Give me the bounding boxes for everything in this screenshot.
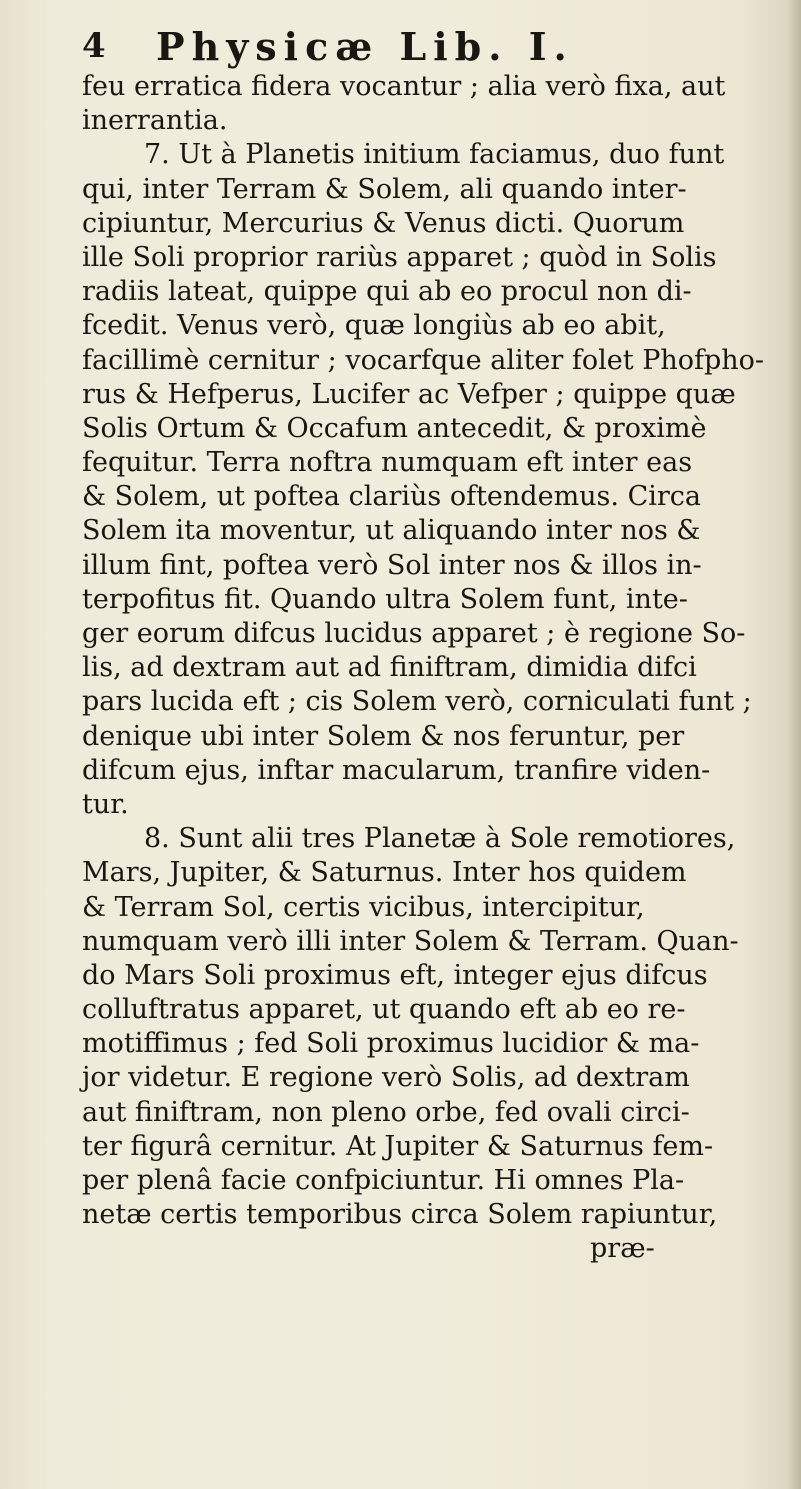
text-line: & Terram Sol, certis vicibus, intercipitur, (82, 891, 645, 923)
text-line: facillimè cernitur ; vocarfque aliter folet Phofpho- (82, 344, 765, 376)
text-line: & Solem, ut poftea clariùs oftendemus. Circa (82, 481, 701, 513)
text-line: motiffimus ; fed Soli proximus lucidior & ma- (82, 1028, 700, 1060)
text-line: per plenâ facie confpiciuntur. Hi omnes Pla- (82, 1165, 685, 1196)
catchword: præ- (590, 1233, 655, 1265)
body-text (28, 70, 788, 1267)
text-line: jor videtur. E regione verò Solis, ad dextram (82, 1062, 690, 1094)
text-line: feu erratica fidera vocantur ; alia verò fixa, aut (82, 71, 726, 102)
text-line: denique ubi inter Solem & nos feruntur, per (82, 720, 685, 752)
text-line: difcum ejus, inftar macularum, tranfire viden- (82, 754, 711, 786)
text-line: terpofitus fit. Quando ultra Solem funt, inte- (82, 583, 688, 615)
paragraph-start-line: 8. Sunt alii tres Planetæ à Sole remotiores, (144, 823, 736, 855)
page-edge-shadow (787, 0, 801, 1489)
text-line: cipiuntur, Mercurius & Venus dicti. Quorum (82, 207, 685, 239)
text-line: illum fint, poftea verò Sol inter nos & illos in- (82, 549, 702, 581)
text-line: aut finiftram, non pleno orbe, fed ovali circi- (82, 1096, 690, 1128)
text-line: fcedit. Venus verò, quæ longiùs ab eo abit, (82, 310, 666, 342)
page-header (82, 24, 702, 72)
text-line: netæ certis temporibus circa Solem rapiuntur, (82, 1199, 718, 1231)
text-line: numquam verò illi inter Solem & Terram. Quan- (82, 925, 739, 957)
text-line: pars lucida eft ; cis Solem verò, corniculati funt ; (82, 686, 752, 718)
text-line: qui, inter Terram & Solem, ali quando inter- (82, 173, 687, 205)
text-line: Solis Ortum & Occafum antecedit, & proximè (82, 412, 707, 444)
text-line: Mars, Jupiter, & Saturnus. Inter hos quidem (82, 857, 687, 889)
text-line: lis, ad dextram aut ad finiftram, dimidia difci (82, 652, 697, 684)
text-line: radiis lateat, quippe qui ab eo procul non di- (82, 276, 692, 308)
running-title: Physicæ Lib. I. (156, 24, 574, 69)
text-line: ter figurâ cernitur. At Jupiter & Saturnus fem- (82, 1130, 714, 1162)
text-line: inerrantia. (82, 105, 228, 137)
text-line: ille Soli proprior rariùs apparet ; quòd in Solis (82, 241, 717, 273)
text-line: colluftratus apparet, ut quando eft ab eo re- (82, 994, 686, 1026)
text-line: do Mars Soli proximus eft, integer ejus difcus (82, 959, 708, 991)
paragraph-start-line: 7. Ut à Planetis initium faciamus, duo funt (144, 139, 725, 171)
page-number: 4 (82, 26, 107, 66)
text-line: rus & Hefperus, Lucifer ac Vefper ; quippe quæ (82, 378, 736, 410)
text-line: tur. (82, 788, 129, 820)
text-line: ger eorum difcus lucidus apparet ; è regione So- (82, 618, 746, 649)
text-line: Solem ita moventur, ut aliquando inter nos & (82, 515, 701, 547)
text-line: fequitur. Terra noftra numquam eft inter eas (82, 447, 693, 479)
